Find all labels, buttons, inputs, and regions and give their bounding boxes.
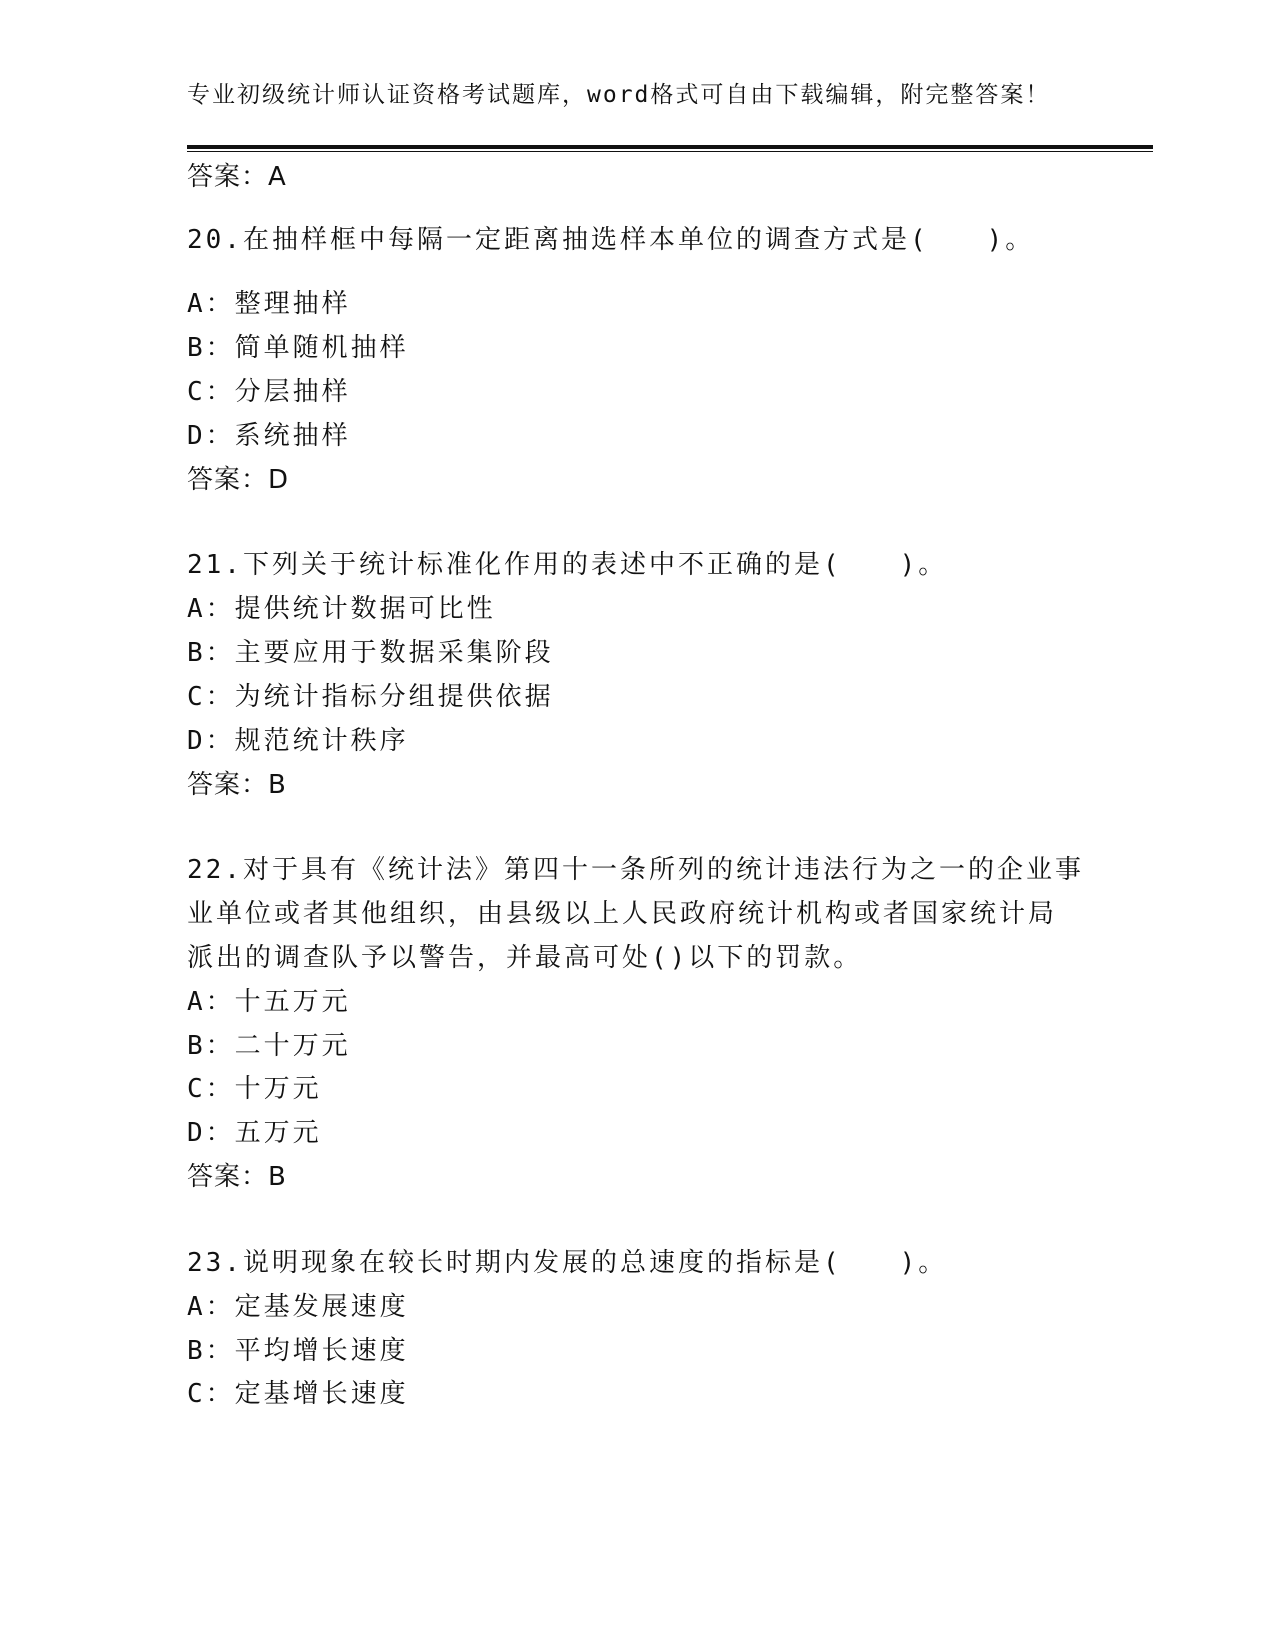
question-23-option-c: C：定基增长速度	[187, 1379, 409, 1409]
question-20-option-c: C：分层抽样	[187, 377, 351, 407]
question-22-option-b: B：二十万元	[187, 1031, 351, 1061]
question-23-option-a: A：定基发展速度	[187, 1292, 409, 1322]
question-22-stem-line-1: 22.对于具有《统计法》第四十一条所列的统计违法行为之一的企业事	[187, 855, 1084, 885]
header-rule-thin	[187, 151, 1153, 152]
header-rule-thick	[187, 145, 1153, 149]
question-21-option-b: B：主要应用于数据采集阶段	[187, 638, 554, 668]
page-header: 专业初级统计师认证资格考试题库，word格式可自由下载编辑，附完整答案！	[187, 82, 1051, 108]
question-23-option-b: B：平均增长速度	[187, 1336, 409, 1366]
question-20-answer: 答案：D	[187, 465, 290, 495]
question-21-option-d: D：规范统计秩序	[187, 726, 409, 756]
question-22-stem-line-2: 业单位或者其他组织，由县级以上人民政府统计机构或者国家统计局	[187, 899, 1058, 929]
question-21-stem: 21.下列关于统计标准化作用的表述中不正确的是( )。	[187, 550, 948, 580]
question-22-option-a: A：十五万元	[187, 987, 351, 1017]
previous-answer: 答案：A	[187, 162, 287, 192]
question-21-option-c: C：为统计指标分组提供依据	[187, 682, 554, 712]
question-20-option-b: B：简单随机抽样	[187, 333, 409, 363]
question-22-option-d: D：五万元	[187, 1118, 322, 1148]
question-22-answer: 答案：B	[187, 1162, 287, 1192]
question-21-option-a: A：提供统计数据可比性	[187, 594, 496, 624]
question-20-option-d: D：系统抽样	[187, 421, 351, 451]
question-20-stem: 20.在抽样框中每隔一定距离抽选样本单位的调查方式是( )。	[187, 225, 1035, 255]
question-21-answer: 答案：B	[187, 770, 287, 800]
question-20-option-a: A：整理抽样	[187, 289, 351, 319]
question-22-stem-line-3: 派出的调查队予以警告，并最高可处()以下的罚款。	[187, 943, 863, 973]
question-22-option-c: C：十万元	[187, 1074, 322, 1104]
question-23-stem: 23.说明现象在较长时期内发展的总速度的指标是( )。	[187, 1248, 948, 1278]
